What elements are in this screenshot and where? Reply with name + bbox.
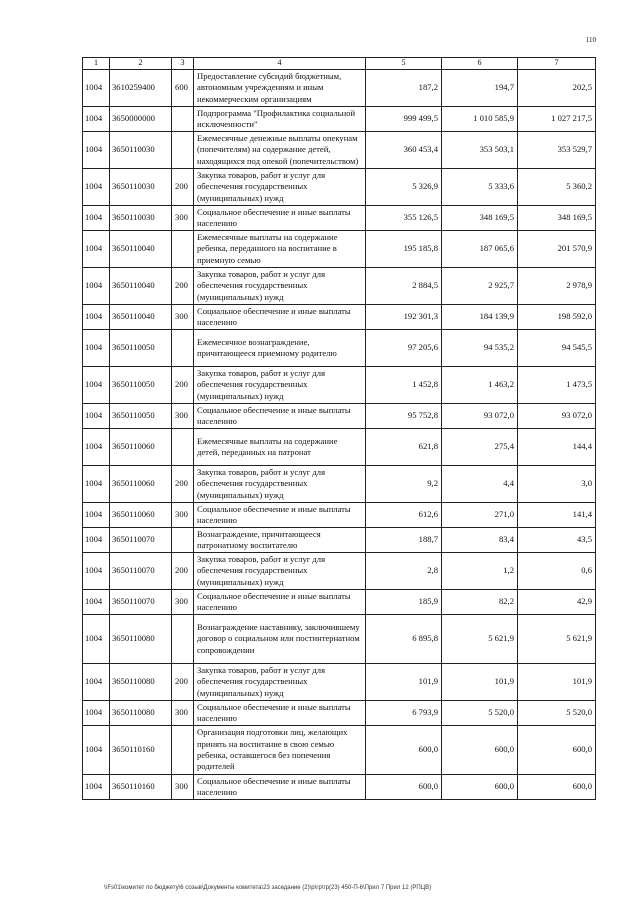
target-article-code: 3650110070 [110,553,172,590]
amount-col5: 97 205,6 [366,330,442,367]
item-description: Ежемесячное вознаграждение, причитающееся приемному родителю [194,330,366,367]
expense-type-code: 200 [172,466,194,503]
col-header: 1 [83,58,110,70]
item-description: Социальное обеспечение и иные выплаты населению [194,775,366,800]
item-description: Закупка товаров, работ и услуг для обеспечения государственных (муниципальных) нужд [194,466,366,503]
amount-col7: 198 592,0 [518,305,596,330]
expense-type-code: 200 [172,169,194,206]
amount-col6: 187 065,6 [442,231,518,268]
section-code: 1004 [83,664,110,701]
item-description: Закупка товаров, работ и услуг для обеспечения государственных (муниципальных) нужд [194,664,366,701]
amount-col7: 144,4 [518,429,596,466]
expense-type-code: 300 [172,701,194,726]
table-row [83,701,596,726]
expense-type-code: 300 [172,305,194,330]
target-article-code: 3650110040 [110,231,172,268]
amount-col7: 5 520,0 [518,701,596,726]
table-row [83,404,596,429]
table-row [83,590,596,615]
amount-col5: 187,2 [366,70,442,107]
amount-col7: 1 473,5 [518,367,596,404]
amount-col6: 4,4 [442,466,518,503]
amount-col6: 348 169,5 [442,206,518,231]
expense-type-code: 300 [172,503,194,528]
amount-col6: 5 520,0 [442,701,518,726]
target-article-code: 3650110060 [110,466,172,503]
target-article-code: 3650110040 [110,268,172,305]
amount-col7: 42,9 [518,590,596,615]
table-row [83,503,596,528]
amount-col7: 5 360,2 [518,169,596,206]
table-row [83,367,596,404]
item-description: Закупка товаров, работ и услуг для обеспечения государственных (муниципальных) нужд [194,367,366,404]
item-description: Вознаграждение, причитающееся патронатному воспитателю [194,528,366,553]
item-description: Социальное обеспечение и иные выплаты населению [194,305,366,330]
section-code: 1004 [83,169,110,206]
target-article-code: 3650110080 [110,615,172,664]
target-article-code: 3650110160 [110,726,172,775]
amount-col5: 6 895,8 [366,615,442,664]
section-code: 1004 [83,268,110,305]
section-code: 1004 [83,132,110,169]
table-row [83,169,596,206]
amount-col6: 93 072,0 [442,404,518,429]
amount-col6: 5 333,6 [442,169,518,206]
amount-col5: 999 499,5 [366,107,442,132]
amount-col7: 141,4 [518,503,596,528]
amount-col5: 621,8 [366,429,442,466]
section-code: 1004 [83,553,110,590]
amount-col7: 2 978,9 [518,268,596,305]
target-article-code: 3650110050 [110,404,172,429]
expense-type-code: 300 [172,590,194,615]
amount-col7: 93 072,0 [518,404,596,429]
table-row [83,330,596,367]
target-article-code: 3650110040 [110,305,172,330]
expense-type-code [172,231,194,268]
table-row [83,615,596,664]
section-code: 1004 [83,330,110,367]
table-row [83,775,596,800]
expense-type-code [172,615,194,664]
amount-col7: 1 027 217,5 [518,107,596,132]
amount-col6: 271,0 [442,503,518,528]
item-description: Ежемесячные выплаты на содержание детей, переданных на патронат [194,429,366,466]
table-row [83,429,596,466]
amount-col5: 6 793,9 [366,701,442,726]
target-article-code: 3650110060 [110,429,172,466]
item-description: Социальное обеспечение и иные выплаты населению [194,503,366,528]
amount-col7: 202,5 [518,70,596,107]
expense-type-code: 200 [172,553,194,590]
target-article-code: 3650110030 [110,132,172,169]
target-article-code: 3650000000 [110,107,172,132]
expense-type-code: 300 [172,775,194,800]
amount-col7: 201 570,9 [518,231,596,268]
amount-col7: 101,9 [518,664,596,701]
expense-type-code: 600 [172,70,194,107]
item-description: Вознаграждение наставнику, заключившему договор о социальном или постинтернатном сопровождении [194,615,366,664]
item-description: Предоставление субсидий бюджетным, автономным учреждениям и иным некоммерческим организациям [194,70,366,107]
target-article-code: 3650110030 [110,206,172,231]
target-article-code: 3650110070 [110,590,172,615]
item-description: Социальное обеспечение и иные выплаты населению [194,404,366,429]
expense-type-code [172,528,194,553]
amount-col7: 3,0 [518,466,596,503]
col-header: 7 [518,58,596,70]
amount-col5: 95 752,8 [366,404,442,429]
amount-col6: 1 463,2 [442,367,518,404]
amount-col7: 600,0 [518,726,596,775]
expense-type-code [172,330,194,367]
amount-col6: 600,0 [442,775,518,800]
table-row [83,726,596,775]
target-article-code: 3650110080 [110,664,172,701]
section-code: 1004 [83,305,110,330]
target-article-code: 3650110050 [110,330,172,367]
amount-col5: 5 326,9 [366,169,442,206]
expense-type-code: 300 [172,206,194,231]
item-description: Социальное обеспечение и иные выплаты населению [194,206,366,231]
section-code: 1004 [83,429,110,466]
section-code: 1004 [83,503,110,528]
amount-col5: 1 452,8 [366,367,442,404]
table-row [83,553,596,590]
table-row [83,206,596,231]
table-row [83,528,596,553]
target-article-code: 3650110070 [110,528,172,553]
expense-type-code: 200 [172,664,194,701]
amount-col5: 600,0 [366,775,442,800]
section-code: 1004 [83,206,110,231]
amount-col7: 600,0 [518,775,596,800]
table-row [83,132,596,169]
section-code: 1004 [83,107,110,132]
section-code: 1004 [83,70,110,107]
section-code: 1004 [83,231,110,268]
amount-col6: 2 925,7 [442,268,518,305]
amount-col5: 188,7 [366,528,442,553]
amount-col6: 1,2 [442,553,518,590]
amount-col6: 82,2 [442,590,518,615]
amount-col6: 1 010 585,9 [442,107,518,132]
item-description: Ежемесячные денежные выплаты опекунам (попечителям) на содержание детей, находящихся под опекой (попечительством) [194,132,366,169]
amount-col5: 360 453,4 [366,132,442,169]
section-code: 1004 [83,466,110,503]
amount-col5: 9,2 [366,466,442,503]
section-code: 1004 [83,726,110,775]
item-description: Социальное обеспечение и иные выплаты населению [194,701,366,726]
amount-col5: 2,8 [366,553,442,590]
col-header: 4 [194,58,366,70]
amount-col5: 600,0 [366,726,442,775]
amount-col6: 353 503,1 [442,132,518,169]
expense-type-code [172,132,194,169]
target-article-code: 3650110160 [110,775,172,800]
amount-col5: 192 301,3 [366,305,442,330]
target-article-code: 3650110050 [110,367,172,404]
col-header: 5 [366,58,442,70]
amount-col6: 275,4 [442,429,518,466]
item-description: Закупка товаров, работ и услуг для обеспечения государственных (муниципальных) нужд [194,268,366,305]
item-description: Закупка товаров, работ и услуг для обеспечения государственных (муниципальных) нужд [194,169,366,206]
amount-col7: 5 621,9 [518,615,596,664]
amount-col6: 194,7 [442,70,518,107]
target-article-code: 3650110080 [110,701,172,726]
amount-col6: 600,0 [442,726,518,775]
expense-type-code [172,107,194,132]
amount-col5: 195 185,8 [366,231,442,268]
item-description: Социальное обеспечение и иные выплаты населению [194,590,366,615]
item-description: Ежемесячные выплаты на содержание ребенка, переданного на воспитание в приемную семью [194,231,366,268]
item-description: Закупка товаров, работ и услуг для обеспечения государственных (муниципальных) нужд [194,553,366,590]
item-description: Подпрограмма "Профилактика социальной исключенности" [194,107,366,132]
amount-col6: 94 535,2 [442,330,518,367]
table-row [83,466,596,503]
amount-col5: 355 126,5 [366,206,442,231]
amount-col6: 101,9 [442,664,518,701]
target-article-code: 3610259400 [110,70,172,107]
amount-col5: 2 884,5 [366,268,442,305]
amount-col7: 43,5 [518,528,596,553]
table-row [83,664,596,701]
amount-col7: 94 545,5 [518,330,596,367]
table-row [83,231,596,268]
expense-type-code [172,726,194,775]
section-code: 1004 [83,775,110,800]
amount-col7: 348 169,5 [518,206,596,231]
section-code: 1004 [83,590,110,615]
expense-type-code: 200 [172,367,194,404]
amount-col5: 101,9 [366,664,442,701]
expense-type-code: 200 [172,268,194,305]
amount-col5: 185,9 [366,590,442,615]
page-number: 110 [585,36,596,44]
target-article-code: 3650110060 [110,503,172,528]
amount-col6: 5 621,9 [442,615,518,664]
section-code: 1004 [83,615,110,664]
table-row [83,107,596,132]
section-code: 1004 [83,404,110,429]
target-article-code: 3650110030 [110,169,172,206]
header-row [83,58,596,70]
table-row [83,305,596,330]
amount-col5: 612,6 [366,503,442,528]
col-header: 6 [442,58,518,70]
file-path-footer: \\Fs01\комитет по бюджету\6 созыв\Документы комитета\23 заседание (2)\р\гр\гр(23) 450-П-6\Прил 7 Прил 12 (РПЦВ) [104,885,432,891]
section-code: 1004 [83,367,110,404]
expense-type-code [172,429,194,466]
col-header: 2 [110,58,172,70]
amount-col6: 83,4 [442,528,518,553]
col-header: 3 [172,58,194,70]
section-code: 1004 [83,701,110,726]
amount-col7: 353 529,7 [518,132,596,169]
amount-col6: 184 139,9 [442,305,518,330]
budget-table [82,57,596,800]
table-row [83,70,596,107]
expense-type-code: 300 [172,404,194,429]
amount-col7: 0,6 [518,553,596,590]
table-row [83,268,596,305]
item-description: Организация подготовки лиц, желающих принять на воспитание в свою семью ребенка, оставшегося без попечения родителей [194,726,366,775]
section-code: 1004 [83,528,110,553]
